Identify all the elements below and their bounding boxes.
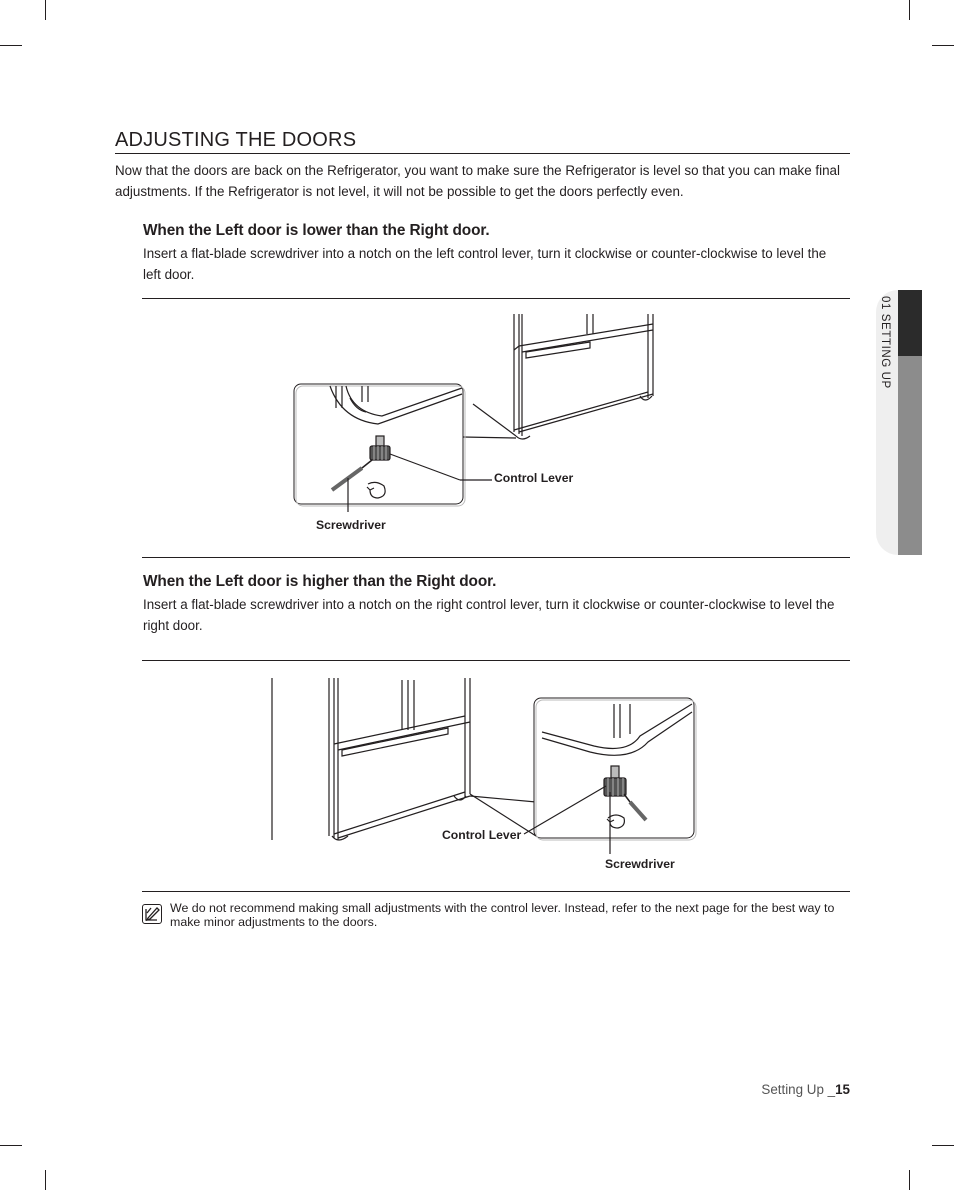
refrigerator-illustration	[514, 314, 653, 439]
callout-control-lever: Control Lever	[494, 471, 574, 485]
heading-left-lower: When the Left door is lower than the Right door.	[143, 222, 490, 239]
callout-screwdriver: Screwdriver	[605, 857, 675, 871]
crop-mark	[909, 1170, 910, 1190]
callout-screwdriver: Screwdriver	[316, 518, 386, 532]
divider	[142, 557, 850, 558]
title-divider	[115, 153, 850, 154]
page-number: 15	[835, 1082, 850, 1097]
page-footer	[700, 1082, 850, 1097]
crop-mark	[932, 45, 954, 46]
divider	[142, 891, 850, 892]
crop-mark	[45, 0, 46, 20]
refrigerator-illustration	[272, 678, 470, 840]
text-left-lower: Insert a flat-blade screwdriver into a notch on the left control lever, turn it clockwise or counter-clockwise to level the left door.	[143, 246, 827, 282]
crop-mark	[909, 0, 910, 20]
note-text: We do not recommend making small adjustments with the control lever. Instead, refer to the next page for the best way to make minor adjustments to the doors.	[170, 901, 835, 929]
figure-left-lower	[290, 312, 660, 512]
text-left-higher: Insert a flat-blade screwdriver into a notch on the right control lever, turn it clockwise or counter-clockwise to level the right door.	[143, 597, 835, 633]
callout-control-lever: Control Lever	[442, 828, 522, 842]
heading-left-higher: When the Left door is higher than the Right door.	[143, 573, 497, 590]
intro-paragraph: Now that the doors are back on the Refrigerator, you want to make sure the Refrigerator is level so that you can make final adjustments. If the Refrigerator is not level, it will not be possible to get the doors perfectly even.	[115, 163, 840, 199]
divider	[142, 660, 850, 661]
footer-section: Setting Up _	[761, 1082, 836, 1097]
crop-mark	[45, 1170, 46, 1190]
crop-mark	[0, 1145, 22, 1146]
crop-mark	[932, 1145, 954, 1146]
note-icon	[142, 904, 162, 924]
figure-left-higher	[268, 674, 700, 874]
crop-mark	[0, 45, 22, 46]
chapter-tab-label: 01 SETTING UP	[879, 296, 891, 389]
section-title: ADJUSTING THE DOORS	[115, 129, 357, 151]
divider	[142, 298, 850, 299]
